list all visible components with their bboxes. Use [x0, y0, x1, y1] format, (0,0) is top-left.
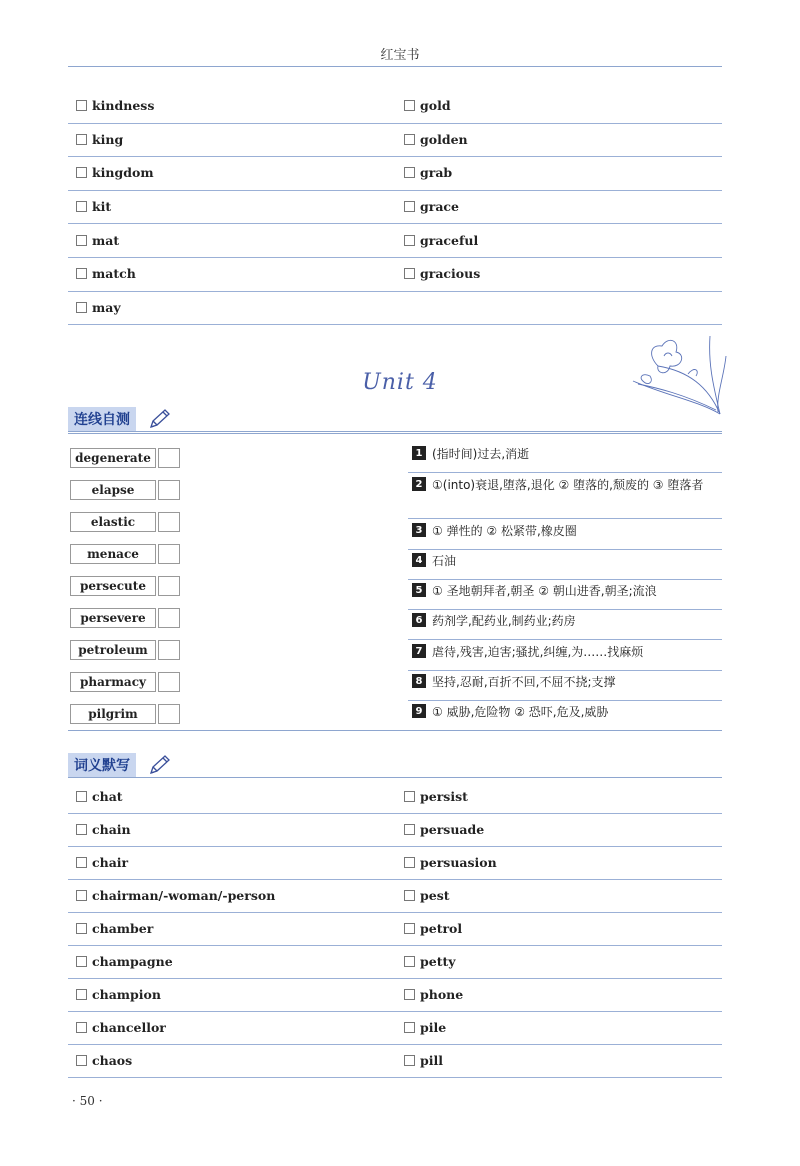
vocab-item	[76, 89, 154, 123]
vocab-word: pest	[420, 888, 450, 903]
definition-row	[408, 520, 722, 550]
dictation-row	[68, 945, 722, 979]
vocab-top-row	[68, 291, 722, 326]
dictation-row	[68, 912, 722, 946]
definition-number: 7	[412, 644, 426, 658]
header-rule	[68, 66, 722, 67]
dictation-row	[68, 978, 722, 1012]
checkbox[interactable]	[76, 201, 87, 212]
answer-box[interactable]	[158, 448, 180, 468]
checkbox[interactable]	[404, 134, 415, 145]
vocab-item	[76, 1011, 166, 1044]
match-word: menace	[70, 544, 156, 564]
match-section-header	[68, 407, 722, 432]
definition-text: ① 威胁,危险物 ② 恐吓,危及,威胁	[432, 705, 609, 719]
checkbox[interactable]	[404, 201, 415, 212]
definition-number: 3	[412, 523, 426, 537]
checkbox[interactable]	[404, 989, 415, 1000]
checkbox[interactable]	[404, 857, 415, 868]
checkbox[interactable]	[76, 857, 87, 868]
answer-box[interactable]	[158, 512, 180, 532]
answer-box[interactable]	[158, 480, 180, 500]
vocab-top-row	[68, 89, 722, 124]
checkbox[interactable]	[76, 791, 87, 802]
vocab-item	[404, 945, 456, 978]
definition-number: 5	[412, 583, 426, 597]
vocab-word: persuade	[420, 822, 485, 837]
vocab-item	[76, 813, 131, 846]
definition-number: 2	[412, 477, 426, 491]
vocab-word: king	[92, 131, 124, 147]
pencil-icon	[148, 754, 172, 776]
checkbox[interactable]	[76, 989, 87, 1000]
definition-row	[408, 641, 722, 671]
match-word: degenerate	[70, 448, 156, 468]
checkbox[interactable]	[404, 824, 415, 835]
dictation-section-header	[68, 753, 722, 778]
checkbox[interactable]	[76, 956, 87, 967]
vocab-item	[76, 257, 136, 291]
vocab-word: champion	[92, 987, 161, 1002]
vocab-item	[404, 912, 462, 945]
vocab-word: grab	[420, 165, 453, 181]
vocab-item	[404, 1011, 446, 1044]
definition-text: 药剂学,配药业,制药业;药房	[432, 614, 576, 628]
vocab-top-row	[68, 257, 722, 292]
vocab-item	[76, 846, 128, 879]
checkbox[interactable]	[404, 791, 415, 802]
vocab-top-row	[68, 156, 722, 191]
vocab-word: mat	[92, 232, 120, 248]
vocab-item	[76, 291, 121, 325]
vocab-item	[76, 190, 111, 224]
definition-text: 虐待,残害,迫害;骚扰,纠缠,为……找麻烦	[432, 645, 644, 659]
vocab-word: grace	[420, 199, 459, 215]
vocab-word: golden	[420, 131, 468, 147]
vocab-word: pill	[420, 1053, 443, 1068]
definition-row	[408, 580, 722, 610]
vocab-word: graceful	[420, 232, 479, 248]
vocab-item	[76, 912, 153, 945]
vocab-item	[404, 780, 468, 813]
match-word: pharmacy	[70, 672, 156, 692]
dictation-section-label: 词义默写	[68, 753, 136, 777]
vocab-word: gracious	[420, 266, 481, 282]
vocab-word: may	[92, 299, 121, 315]
checkbox[interactable]	[76, 890, 87, 901]
answer-box[interactable]	[158, 640, 180, 660]
pencil-icon	[148, 408, 172, 430]
vocab-item	[404, 846, 497, 879]
vocab-top-row	[68, 123, 722, 158]
vocab-item	[76, 780, 123, 813]
definition-number: 8	[412, 674, 426, 688]
vocab-word: match	[92, 266, 136, 282]
vocab-word: gold	[420, 98, 451, 114]
definition-row	[408, 474, 722, 519]
checkbox[interactable]	[404, 890, 415, 901]
vocab-item	[76, 123, 123, 157]
vocab-word: chair	[92, 855, 129, 870]
definition-row	[408, 701, 722, 731]
definition-row	[408, 550, 722, 580]
vocab-word: chain	[92, 822, 131, 837]
vocab-item	[76, 156, 154, 190]
checkbox[interactable]	[404, 100, 415, 111]
vocab-word: chaos	[92, 1053, 133, 1068]
vocab-word: petty	[420, 954, 456, 969]
checkbox[interactable]	[76, 167, 87, 178]
vocab-item	[76, 1044, 132, 1077]
checkbox[interactable]	[76, 923, 87, 934]
definition-number: 4	[412, 553, 426, 567]
definition-number: 1	[412, 446, 426, 460]
checkbox[interactable]	[76, 134, 87, 145]
vocab-word: petrol	[420, 921, 463, 936]
vocab-word: kindness	[92, 98, 155, 114]
vocab-word: pile	[420, 1020, 447, 1035]
definition-row	[408, 610, 722, 640]
checkbox[interactable]	[404, 923, 415, 934]
answer-box[interactable]	[158, 576, 180, 596]
checkbox[interactable]	[404, 1022, 415, 1033]
definition-text: ①(into)衰退,堕落,退化 ② 堕落的,颓废的 ③ 堕落者	[432, 478, 704, 492]
vocab-item	[404, 156, 452, 190]
checkbox[interactable]	[76, 302, 87, 313]
checkbox[interactable]	[76, 268, 87, 279]
checkbox[interactable]	[76, 1022, 87, 1033]
match-section-label: 连线自测	[68, 407, 136, 431]
checkbox[interactable]	[404, 235, 415, 246]
definition-text: (指时间)过去,消逝	[432, 447, 530, 461]
vocab-word: persuasion	[420, 855, 497, 870]
definition-row	[408, 443, 722, 473]
vocab-item	[76, 223, 119, 257]
flower-illustration	[628, 326, 728, 416]
vocab-word: persist	[420, 789, 468, 804]
vocab-word: chamber	[92, 921, 154, 936]
match-word: pilgrim	[70, 704, 156, 724]
answer-box[interactable]	[158, 544, 180, 564]
dictation-row	[68, 1011, 722, 1045]
checkbox[interactable]	[76, 100, 87, 111]
match-bottom-rule	[68, 730, 722, 731]
vocab-word: chat	[92, 789, 123, 804]
definition-number: 9	[412, 704, 426, 718]
checkbox[interactable]	[404, 167, 415, 178]
vocab-word: chairman/-woman/-person	[92, 888, 276, 903]
vocab-word: chancellor	[92, 1020, 166, 1035]
match-top-rule	[68, 433, 722, 434]
match-word: persevere	[70, 608, 156, 628]
vocab-top-row	[68, 190, 722, 225]
answer-box[interactable]	[158, 672, 180, 692]
vocab-word: phone	[420, 987, 464, 1002]
vocab-item	[76, 945, 173, 978]
dictation-row	[68, 846, 722, 880]
vocab-item	[404, 1044, 443, 1077]
answer-box[interactable]	[158, 704, 180, 724]
checkbox[interactable]	[404, 1055, 415, 1066]
definition-row	[408, 671, 722, 701]
vocab-item	[404, 813, 484, 846]
vocab-word: kingdom	[92, 165, 154, 181]
dictation-row	[68, 879, 722, 913]
definition-text: 坚持,忍耐,百折不回,不屈不挠;支撑	[432, 675, 616, 689]
page-number: · 50 ·	[72, 1094, 103, 1108]
definition-number: 6	[412, 613, 426, 627]
unit-title: Unit 4	[362, 370, 438, 395]
match-word: elapse	[70, 480, 156, 500]
vocab-item	[404, 879, 450, 912]
checkbox[interactable]	[76, 1055, 87, 1066]
vocab-item	[404, 978, 463, 1011]
checkbox[interactable]	[404, 956, 415, 967]
checkbox[interactable]	[76, 824, 87, 835]
checkbox[interactable]	[404, 268, 415, 279]
definition-text: ① 弹性的 ② 松紧带,橡皮圈	[432, 524, 577, 538]
dictation-row	[68, 780, 722, 814]
vocab-top-row	[68, 223, 722, 258]
match-word: petroleum	[70, 640, 156, 660]
vocab-word: champagne	[92, 954, 173, 969]
dictation-row	[68, 1044, 722, 1078]
vocab-item	[404, 89, 451, 123]
vocab-item	[76, 879, 275, 912]
definition-text: ① 圣地朝拜者,朝圣 ② 朝山进香,朝圣;流浪	[432, 584, 657, 598]
vocab-item	[76, 978, 161, 1011]
match-word: elastic	[70, 512, 156, 532]
dictation-row	[68, 813, 722, 847]
definition-text: 石油	[432, 554, 457, 568]
match-word: persecute	[70, 576, 156, 596]
vocab-item	[404, 123, 468, 157]
vocab-item	[404, 190, 459, 224]
answer-box[interactable]	[158, 608, 180, 628]
book-title: 红宝书	[380, 48, 420, 63]
vocab-item	[404, 257, 480, 291]
checkbox[interactable]	[76, 235, 87, 246]
vocab-word: kit	[92, 199, 112, 215]
vocab-item	[404, 223, 478, 257]
